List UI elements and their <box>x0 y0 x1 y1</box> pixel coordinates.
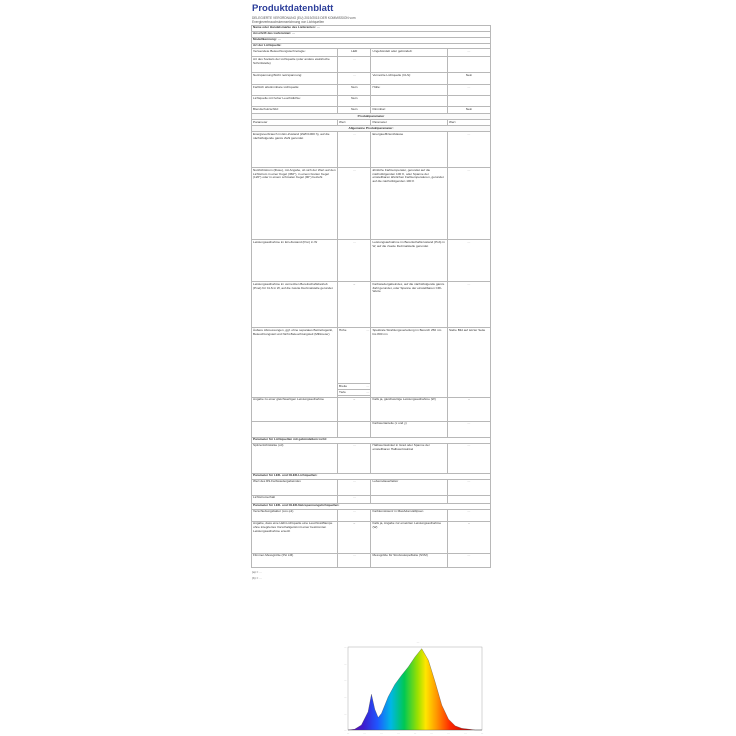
type-value: Nein <box>447 107 490 114</box>
equivalent-power-param-value: – <box>447 397 490 421</box>
x-tick-label: … <box>430 731 434 735</box>
general-param-label: Leistungsaufnahme im vernetzten Bereitschaftsbetrieb (Pnet) für CLS in W, auf die zweite Dezimalstelle gerundet <box>252 282 338 328</box>
col-header-value: Wert <box>338 120 371 126</box>
mains-param-value: … <box>447 553 490 567</box>
general-param-label: Leistungsaufnahme im Ein-Zustand (Pon) in W <box>252 240 338 282</box>
footnote-a: (a) = … <box>252 569 263 574</box>
general-param-label: Farbwiedergabeindex, auf die nächstfolgende ganze Zahl gerundet, oder Spanne der einstellbaren CRI-Werte <box>371 282 447 328</box>
led-param-value: … <box>447 479 490 495</box>
dimension-width: Breite … <box>339 383 370 388</box>
type-label: Art des Sockels der Lichtquelle (oder andere elektrische Schnittstelle) <box>252 57 338 73</box>
mains-param-value: – <box>447 521 490 553</box>
y-tick-label: … <box>343 728 347 732</box>
type-label: Hülle: <box>371 85 447 96</box>
regulation-line: DELEGIERTE VERORDNUNG (EU) 2019/2015 DER KOMMISSION vom <box>252 16 356 20</box>
general-param-label: Leistungsaufnahme im Bereitschaftszustand (Psb) in W, auf die zweite Dezimalstelle gerundet <box>371 240 447 282</box>
regulation-subline: Energieverbrauchskennzeichnung von Lichtquellen <box>252 20 325 25</box>
type-value: Nein <box>447 73 490 85</box>
led-param-row <box>252 479 491 495</box>
type-value: … <box>447 49 490 57</box>
beam-angle-label: Halbwertswinkel in Grad oder Spanne der einstellbaren Halbwertswinkel <box>371 443 447 473</box>
x-tick-label: … <box>396 731 400 735</box>
dimension-depth: Tiefe … <box>339 389 370 394</box>
dimension-height: Höhe … <box>338 328 371 384</box>
general-param-value: … <box>338 168 371 240</box>
mains-param-value: – <box>338 521 371 553</box>
mains-params-table <box>252 509 491 567</box>
general-param-label: Nutzlichtstrom (Φuse), mit Angabe, ob sich der Wert auf den Lichtstrom in einer Kugel (360°), in einem breiten Kegel (120°) oder in einem schmalen Kegel (90°) bezieht <box>252 168 338 240</box>
type-value <box>447 96 490 107</box>
col-header-value-2: Wert <box>447 120 490 126</box>
general-param-value: … <box>447 168 490 240</box>
type-row <box>252 57 491 73</box>
type-label: Ungebündelt oder gebündelt: <box>371 49 447 57</box>
general-param-row <box>252 168 491 240</box>
led-param-label: Lebensdauerfaktor <box>371 479 447 495</box>
page-title: Produktdatenblatt <box>252 3 334 14</box>
type-row <box>252 85 491 96</box>
mains-param-row <box>252 553 491 567</box>
type-label <box>371 57 447 73</box>
mains-param-label: Farbkonsistenz in MacAdam-Ellipsen <box>371 509 447 521</box>
dimensions-label: Äußere Abmessungen, ggf. ohne separates Betriebsgerät, Beleuchtungsteil und Nicht-Beleuchtungsteil (Millimeter) <box>252 328 338 398</box>
x-tick-label: … <box>447 731 450 735</box>
y-tick-label: … <box>343 694 347 699</box>
x-tick-label: … <box>413 731 417 735</box>
general-params-table <box>252 132 491 328</box>
led-param-value: … <box>338 479 371 495</box>
equivalent-power-label: Angabe zu einer gleichwertigen Leistungsaufnahme <box>252 397 338 421</box>
chart-title: … <box>416 640 420 644</box>
general-param-value: – <box>338 282 371 328</box>
light-source-type-row: Art der Lichtquelle: <box>252 43 491 49</box>
general-param-row <box>252 132 491 168</box>
peak-intensity-label: Spitzenlichtstärke (cd) <box>252 443 338 473</box>
led-param-row <box>252 495 491 503</box>
general-param-value: … <box>447 240 490 282</box>
type-label: Netzspannung/Nicht netzspannung: <box>252 73 338 85</box>
mains-param-label: Falls ja, Angabe zur ersetzten Leistungsaufnahme (W) <box>371 521 447 553</box>
led-param-label: Wert des R9-Farbwiedergabeindex <box>252 479 338 495</box>
general-param-value: … <box>338 240 371 282</box>
type-value: LED <box>338 49 371 57</box>
x-tick-label: … <box>380 731 383 735</box>
type-label: Blendschutzschild: <box>252 107 338 114</box>
type-label: Farblich abstimmbare Lichtquelle: <box>252 85 338 96</box>
equivalent-power-value: – <box>338 397 371 421</box>
mains-param-label: Angabe, dass eine LED-Lichtquelle eine Leuchtstofflampe ohne integriertes Vorschaltgerät mit einer bestimmten Leistungsaufnahme ersetzt <box>252 521 338 553</box>
general-param-row <box>252 240 491 282</box>
mains-param-value: … <box>338 509 371 521</box>
peak-intensity-value: … <box>338 443 371 473</box>
type-value <box>447 57 490 73</box>
spectral-distribution-label: Spektrale Strahlungsverteilung im Bereich 250 nm bis 800 nm <box>371 328 447 398</box>
spectrum-area <box>348 649 482 730</box>
type-label: Lichtquelle mit hoher Leuchtdichte: <box>252 96 338 107</box>
general-param-label: Energieeffizienzklasse <box>371 132 447 168</box>
chromaticity-label: Farbwertanteile (x und y) <box>371 421 447 437</box>
led-param-label: Lichtstromerhalt <box>252 495 338 503</box>
general-param-row <box>252 282 491 328</box>
type-label: Dimmbar: <box>371 107 447 114</box>
general-param-value: … <box>447 132 490 168</box>
beam-angle-value: … <box>447 443 490 473</box>
mains-param-label: Messgröße für Stroboskopeffekte (SVM) <box>371 553 447 567</box>
type-value: … <box>338 73 371 85</box>
led-params-table <box>252 479 491 503</box>
product-data-table <box>251 25 491 568</box>
col-header-parameter-2: Parameter <box>371 120 447 126</box>
type-row <box>252 73 491 85</box>
y-tick-label: … <box>343 661 347 666</box>
chromaticity-value: … <box>447 421 490 437</box>
general-param-label: ähnliche Farbtemperatur, gerundet auf die nächstfolgenden 100 K, oder Spanne der einstellbaren ähnlichen Farbtemperaturen, gerundet auf die nächstfolgenden 100 K <box>371 168 447 240</box>
spectral-distribution-value: Siehe Bild auf letzter Seite <box>447 328 490 398</box>
general-params-header: Allgemeine Produktparameter: <box>252 126 491 132</box>
x-tick-label: … <box>363 731 367 735</box>
chroma-empty-1 <box>252 421 338 437</box>
led-param-value: … <box>338 495 371 503</box>
type-value: Nein <box>338 85 371 96</box>
led-params-header: Parameter für LED- und OLED-Lichtquellen: <box>252 473 491 479</box>
mains-param-row <box>252 521 491 553</box>
light-source-type-table <box>252 49 491 114</box>
mains-param-value: … <box>338 553 371 567</box>
y-tick-label: … <box>343 711 347 716</box>
footnote-b: (b) = … <box>252 576 263 581</box>
mains-param-label: Flimmer-Messgröße (Pst LM) <box>252 553 338 567</box>
general-param-label: Energieverbrauch im Ein-Zustand (kWh/1000 h), auf die nächstfolgende ganze Zahl gerundet <box>252 132 338 168</box>
type-label <box>371 96 447 107</box>
mains-param-value: … <box>447 509 490 521</box>
chroma-empty-2 <box>338 421 371 437</box>
directional-header: Parameter für Lichtquellen mit gebündeltem Licht: <box>252 437 491 443</box>
x-tick-label: … <box>346 731 350 735</box>
supplier-address-row: Anschrift des Lieferanten: … <box>252 31 491 37</box>
y-tick-label: … <box>343 678 347 683</box>
type-row <box>252 96 491 107</box>
type-value: Nein <box>338 96 371 107</box>
spectral-distribution-chart <box>338 636 486 736</box>
type-row <box>252 107 491 114</box>
type-value: … <box>338 57 371 73</box>
equivalent-power-param: Falls ja, gleichwertige Leistungsaufnahme (W) <box>371 397 447 421</box>
type-value: … <box>447 85 490 96</box>
led-param-label <box>371 495 447 503</box>
mains-param-label: Verschiebungsfaktor (cos φ1) <box>252 509 338 521</box>
x-tick-label: … <box>480 731 484 735</box>
type-row <box>252 49 491 57</box>
x-tick-label: … <box>463 731 467 735</box>
type-label: Verwendete Beleuchtungstechnologie: <box>252 49 338 57</box>
led-param-value <box>447 495 490 503</box>
supplier-name-row: Name oder Handelsmarke des Lieferanten: … <box>252 25 491 31</box>
product-params-header: Produktparameter <box>252 114 491 120</box>
mains-param-row <box>252 509 491 521</box>
mains-params-header: Parameter für LED- und OLED-Netzspannungslichtquellen: <box>252 503 491 509</box>
type-value: Nein <box>338 107 371 114</box>
col-header-parameter: Parameter <box>252 120 338 126</box>
general-param-value: … <box>338 132 371 168</box>
type-label: Vernetzte Lichtquelle (CLS): <box>371 73 447 85</box>
model-id-row: Modellkennung: … <box>252 37 491 43</box>
product-data-sheet <box>251 0 491 581</box>
y-tick-label: … <box>343 645 347 649</box>
general-param-value: … <box>447 282 490 328</box>
